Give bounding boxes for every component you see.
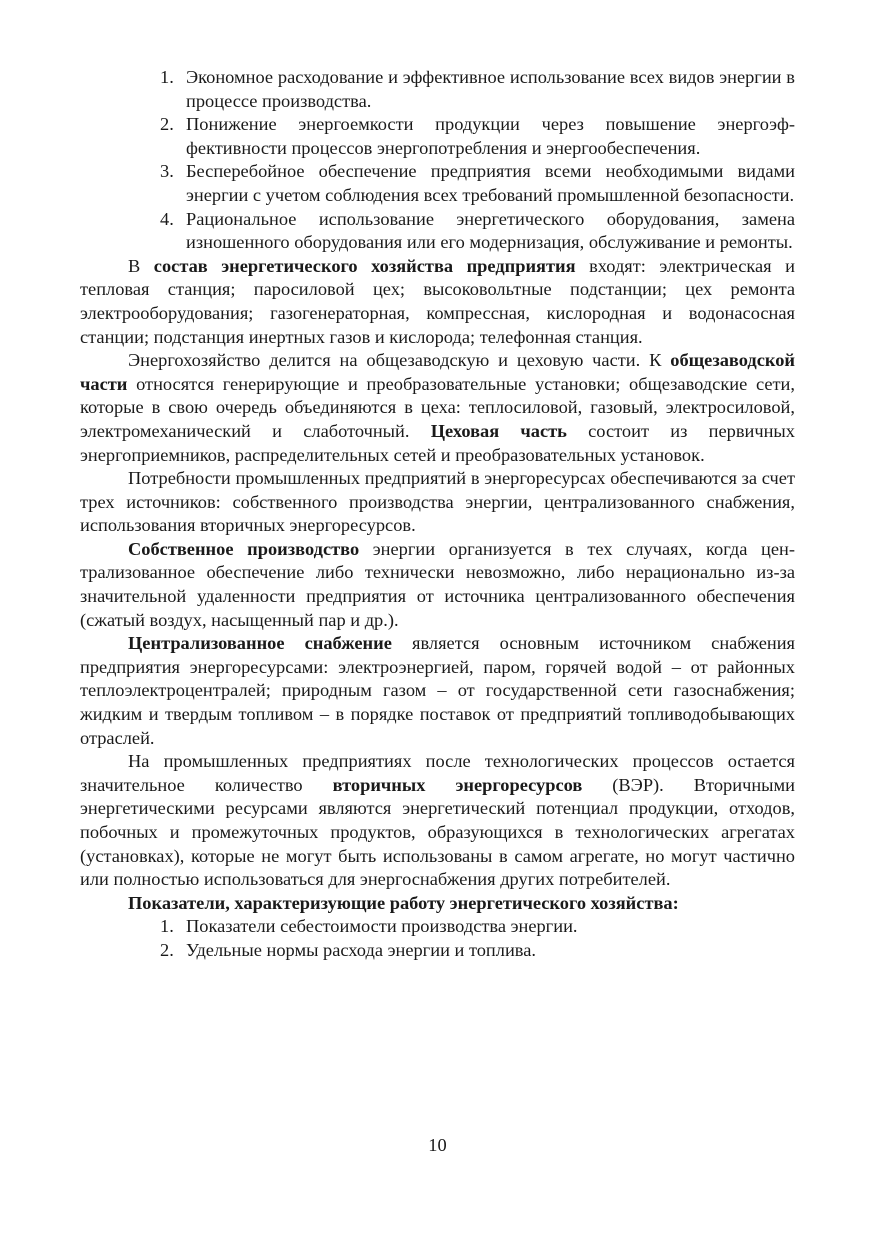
list-item: 1. Показатели себестоимости производства энергии. xyxy=(160,916,578,937)
list-item: 3. Бесперебойное обеспечение предприятия всеми необходимыми видами энергии с учетом соблюдения всех требований промышленной безопасности. xyxy=(160,161,795,205)
paragraph-sources: Потребности промышленных предприятий в энергоресурсах обеспечиваются за счет трех источников: собственного производства энергии, централизованного снабжения, использования вторичных энергоресурсов. xyxy=(80,468,795,536)
list-item: 2. Удельные нормы расхода энергии и топлива. xyxy=(160,939,536,960)
list-item: 2. Понижение энергоемкости продукции через повышение энергоэффективности процессов энергопотребления и энергообеспечения. xyxy=(160,114,795,158)
list-item: 1. Экономное расходование и эффективное использование всех видов энергии в процессе производства. xyxy=(160,67,795,111)
indicators-list xyxy=(80,915,795,962)
paragraph-secondary-resources: На промышленных предприятиях после технологических процессов остается значительное количество вторичных энергоресурсов (ВЭР). Вторичными энергетическими ресурсами являются энергетический потенциал продукции, отходов, побочных и промежуточных продуктов, образующихся в технологических агрегатах (установках), которые не могут быть использованы в самом агрегате, но могут частично или полностью использоваться для энергоснабжения других потребителей. xyxy=(80,751,796,890)
list-item: 4. Рациональное использование энергетического оборудования, замена изношенного оборудования или его модернизация, обслуживание и ремонты. xyxy=(160,208,795,253)
paragraph-centralized-supply: Централизованное снабжение является основным источником снабжения предприятия энергоресурсами: электроэнергией, паром, горячей водой – от районных теплоэлектроцентралей; природным газом – от государственной сети газоснабжения; жидким и твердым топливом – в порядке поставок от предприятий топливодобывающих отраслей. xyxy=(80,633,795,748)
paragraph-composition: В состав энергетического хозяйства предприятия входят: электрическая и тепловая станция; паросиловой цех; высоковольтные подстанции; цех ремонта электрооборудования; газогенераторная, компрессная, кислородная и водонасосная станции; подстанция инертных газов и кислорода; телефонная станция. xyxy=(80,255,795,347)
indicators-heading: Показатели, характеризующие работу энергетического хозяйства: xyxy=(128,892,679,913)
page-number: 10 xyxy=(428,1135,447,1155)
goals-list xyxy=(80,66,795,255)
paragraph-division: Энергохозяйство делится на общезаводскую и цеховую части. К общезаводской части относятся генерирующие и преобразовательные установки; общезаводские сети, которые в свою очередь объединяются в цеха: теплосиловой, газовый, электросиловой, электромеханический и слаботочный. Цеховая часть состоит из первичных энергоприемников, распределительных сетей и преобразовательных установок. xyxy=(80,350,795,465)
paragraph-own-production: Собственное производство энергии организуется в тех случаях, когда централизованное обеспечение либо технически невозможно, либо нерационально из-за значительной удаленности предприятия от источника централизованного обеспечения (сжатый воздух, насыщенный пар и др.). xyxy=(80,538,795,630)
